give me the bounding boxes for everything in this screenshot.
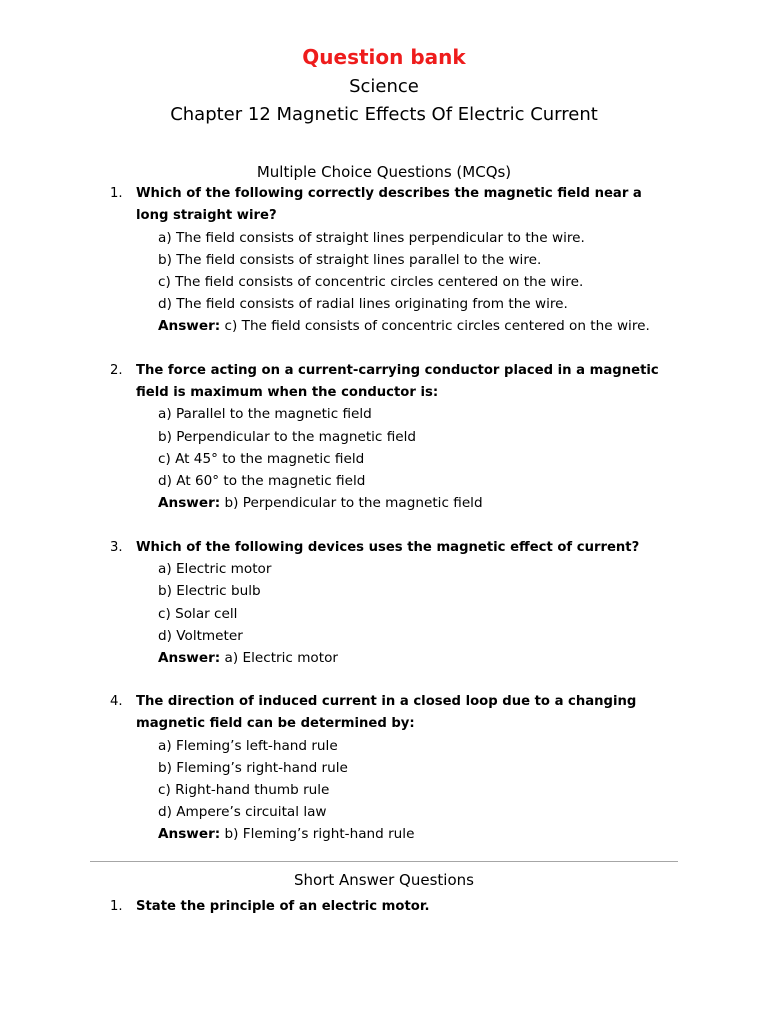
answer-text: a) Electric motor — [220, 650, 338, 666]
document-chapter: Chapter 12 Magnetic Effects Of Electric Current — [170, 104, 598, 125]
option-a: a) The field consists of straight lines perpendicular to the wire. — [158, 230, 585, 246]
question-number: 3. — [110, 540, 123, 555]
option-c: c) Right-hand thumb rule — [158, 782, 330, 798]
document-subject: Science — [349, 76, 419, 97]
option-c: c) The field consists of concentric circles centered on the wire. — [158, 274, 584, 290]
short-answer-section-heading: Short Answer Questions — [294, 871, 474, 889]
option-d: d) Voltmeter — [158, 628, 243, 644]
question-text: Which of the following correctly describes the magnetic field near a long straight wire? — [136, 186, 642, 223]
answer-line — [158, 823, 698, 845]
option-d: d) Ampere’s circuital law — [158, 804, 327, 820]
answer-text: b) Perpendicular to the magnetic field — [220, 495, 483, 511]
mcq-section-heading: Multiple Choice Questions (MCQs) — [256, 163, 512, 181]
answer-text: c) The field consists of concentric circles centered on the wire. — [220, 318, 650, 334]
answer-label: Answer: — [158, 826, 221, 842]
document-title: Question bank — [302, 45, 466, 69]
question-text: The direction of induced current in a closed loop due to a changing magnetic field can be determined by: — [136, 694, 637, 731]
answer-line — [158, 647, 698, 669]
answer-line — [158, 315, 698, 337]
option-c: c) Solar cell — [158, 606, 238, 622]
option-d: d) The field consists of radial lines originating from the wire. — [158, 296, 568, 312]
question-number: 1. — [110, 186, 123, 201]
option-c: c) At 45° to the magnetic field — [158, 451, 365, 467]
option-a: a) Fleming’s left-hand rule — [158, 738, 338, 754]
question-number: 4. — [110, 694, 123, 709]
answer-label: Answer: — [158, 495, 221, 511]
question-number: 2. — [110, 363, 123, 378]
option-b: b) Fleming’s right-hand rule — [158, 760, 348, 776]
option-a: a) Electric motor — [158, 561, 272, 577]
option-b: b) The field consists of straight lines parallel to the wire. — [158, 252, 542, 268]
question-text: State the principle of an electric motor. — [136, 899, 430, 914]
question-text: The force acting on a current-carrying conductor placed in a magnetic field is maximum when the conductor is: — [136, 363, 659, 400]
answer-label: Answer: — [158, 318, 221, 334]
answer-label: Answer: — [158, 650, 221, 666]
answer-line — [158, 492, 698, 514]
option-b: b) Perpendicular to the magnetic field — [158, 429, 417, 445]
section-divider — [90, 861, 678, 862]
answer-text: b) Fleming’s right-hand rule — [220, 826, 415, 842]
option-d: d) At 60° to the magnetic field — [158, 473, 366, 489]
option-b: b) Electric bulb — [158, 583, 261, 599]
option-a: a) Parallel to the magnetic field — [158, 406, 372, 422]
question-number: 1. — [110, 899, 123, 914]
question-text: Which of the following devices uses the magnetic effect of current? — [136, 540, 640, 555]
